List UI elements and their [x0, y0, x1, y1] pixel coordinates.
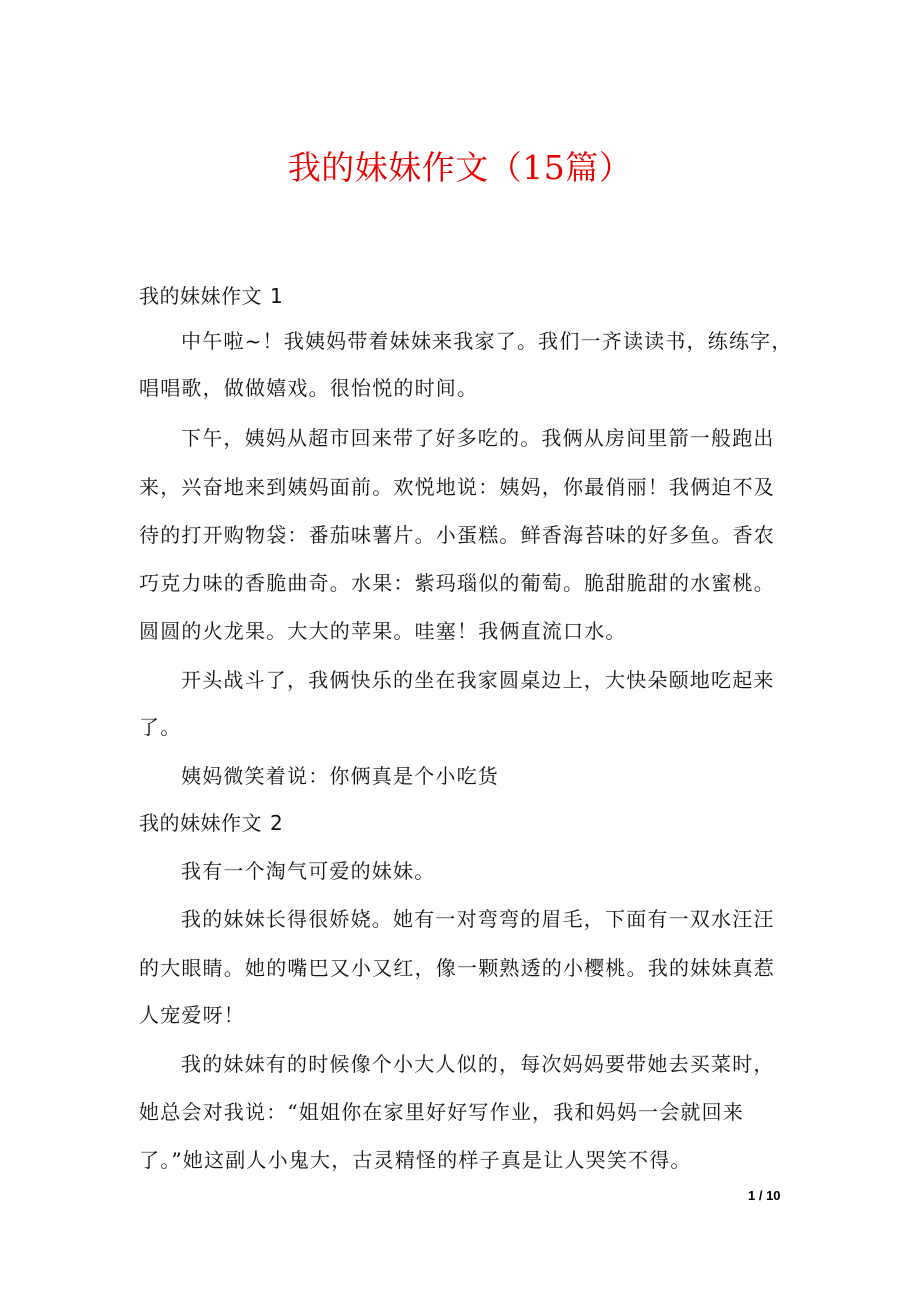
paragraph-line: 来，兴奋地来到姨妈面前。欢悦地说：姨妈，你最俏丽！我俩迫不及 — [139, 475, 775, 499]
paragraph-line: 了。 — [139, 715, 182, 739]
paragraph-line: 人宠爱呀！ — [139, 1003, 245, 1027]
section-number: 2 — [270, 811, 284, 835]
section-number: 1 — [270, 284, 284, 308]
paragraph-line: 下午，姨妈从超市回来带了好多吃的。我俩从房间里箭一般跑出 — [181, 426, 775, 450]
paragraph-line: 我的妹妹有的时候像个小大人似的，每次妈妈要带她去买菜时， — [181, 1052, 775, 1076]
paragraph-line: 姨妈微笑着说：你俩真是个小吃货 — [181, 764, 499, 788]
document-title: 我的妹妹作文（15篇） — [287, 148, 633, 187]
paragraph-line: 我的妹妹长得很娇娆。她有一对弯弯的眉毛，下面有一双水汪汪 — [181, 907, 775, 931]
paragraph-line: 开头战斗了，我俩快乐的坐在我家圆桌边上，大快朵颐地吃起来 — [181, 668, 775, 692]
page-indicator: 1 / 10 — [748, 1188, 781, 1203]
paragraph-line: 巧克力味的香脆曲奇。水果：紫玛瑙似的葡萄。脆甜脆甜的水蜜桃。 — [139, 571, 775, 595]
section-heading — [139, 282, 283, 310]
section-heading-text: 我的妹妹作文 — [139, 284, 262, 308]
paragraph-line: 我有一个淘气可爱的妹妹。 — [181, 859, 436, 883]
paragraph-line: 了。”她这副人小鬼大，古灵精怪的样子真是让人哭笑不得。 — [139, 1148, 692, 1172]
paragraph-line: 的大眼睛。她的嘴巴又小又红，像一颗熟透的小樱桃。我的妹妹真惹 — [139, 956, 775, 980]
paragraph-line: 圆圆的火龙果。大大的苹果。哇塞！我俩直流口水。 — [139, 619, 627, 643]
paragraph-line: 中午啦~！我姨妈带着妹妹来我家了。我们一齐读读书，练练字， — [181, 329, 793, 353]
paragraph-line: 唱唱歌，做做嬉戏。很怡悦的时间。 — [139, 376, 479, 400]
section-heading-text: 我的妹妹作文 — [139, 811, 262, 835]
paragraph-line: 她总会对我说：“姐姐你在家里好好写作业，我和妈妈一会就回来 — [139, 1100, 745, 1124]
section-heading — [139, 809, 283, 837]
paragraph-line: 待的打开购物袋：番茄味薯片。小蛋糕。鲜香海苔味的好多鱼。香农 — [139, 523, 775, 547]
